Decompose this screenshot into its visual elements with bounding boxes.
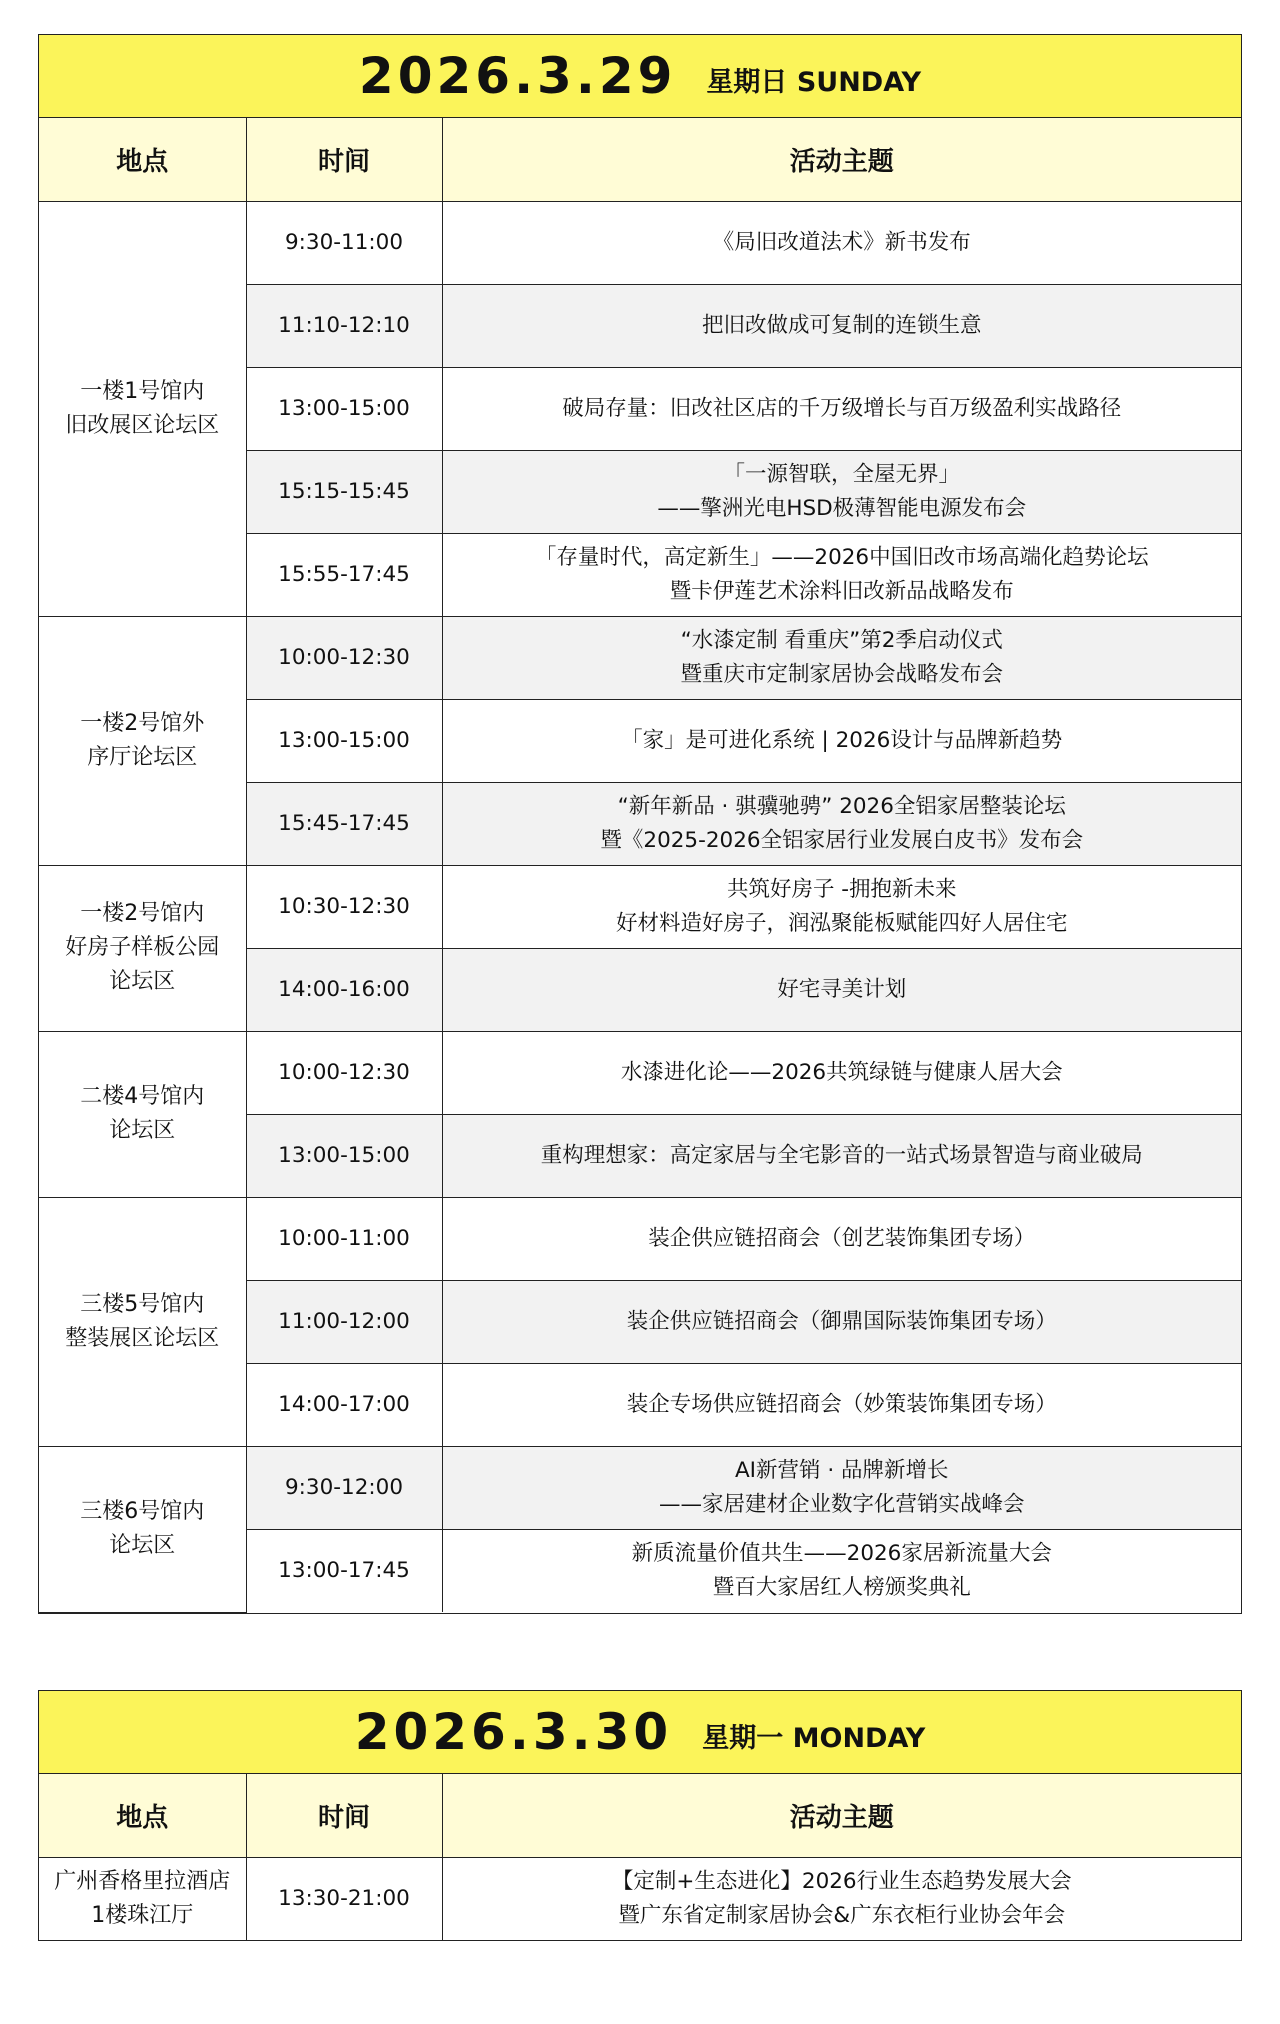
- topic-cell: [442, 948, 1241, 1031]
- topic-line: “新年新品 · 骐骥驰骋” 2026全铝家居整装论坛: [617, 793, 1066, 819]
- schedule-table: [39, 1774, 1241, 1940]
- location-cell: [39, 201, 246, 616]
- schedule-date: 2026.3.29: [358, 47, 677, 105]
- topic-line: ——擎洲光电HSD极薄智能电源发布会: [657, 495, 1027, 521]
- location-line: 论坛区: [109, 969, 176, 994]
- location-cell: [39, 1446, 246, 1612]
- topic-line: 暨重庆市定制家居协会战略发布会: [680, 661, 1003, 687]
- time-cell: 15:15-15:45: [246, 450, 442, 533]
- schedule-body: [39, 201, 1241, 1612]
- header-location: 地点: [39, 1774, 246, 1857]
- topic-cell: [442, 865, 1241, 948]
- schedule-table: [39, 118, 1241, 1613]
- location-line: 二楼4号馆内: [80, 1084, 205, 1109]
- topic-line: 装企供应链招商会（创艺装饰集团专场）: [648, 1225, 1036, 1251]
- topic-line: 重构理想家：高定家居与全宅影音的一站式场景智造与商业破局: [540, 1142, 1143, 1168]
- header-topic: 活动主题: [442, 1774, 1241, 1857]
- table-row: [39, 1446, 1241, 1529]
- schedule-weekday: 星期一 MONDAY: [702, 1722, 926, 1754]
- location-line: 三楼6号馆内: [80, 1499, 205, 1524]
- topic-cell: [442, 1114, 1241, 1197]
- date-title-bar: [39, 35, 1241, 118]
- topic-line: 「存量时代，高定新生」——2026中国旧改市场高端化趋势论坛: [534, 544, 1149, 570]
- location-line: 论坛区: [109, 1118, 176, 1143]
- topic-cell: [442, 782, 1241, 865]
- time-cell: 14:00-17:00: [246, 1363, 442, 1446]
- time-cell: 13:00-17:45: [246, 1529, 442, 1612]
- time-cell: 15:45-17:45: [246, 782, 442, 865]
- table-header-row: [39, 1774, 1241, 1857]
- topic-cell: [442, 1363, 1241, 1446]
- topic-cell: [442, 699, 1241, 782]
- schedule-body: [39, 1857, 1241, 1940]
- topic-cell: [442, 1446, 1241, 1529]
- time-cell: 11:10-12:10: [246, 284, 442, 367]
- time-cell: 13:00-15:00: [246, 699, 442, 782]
- date-title-bar: [39, 1691, 1241, 1774]
- topic-cell: [442, 1529, 1241, 1612]
- topic-line: 装企专场供应链招商会（妙策装饰集团专场）: [626, 1391, 1057, 1417]
- topic-line: 暨百大家居红人榜颁奖典礼: [712, 1574, 971, 1600]
- location-line: 广州香格里拉酒店: [54, 1868, 231, 1894]
- topic-cell: [442, 1031, 1241, 1114]
- time-cell: 9:30-12:00: [246, 1446, 442, 1529]
- topic-cell: [442, 1197, 1241, 1280]
- topic-line: “水漆定制 看重庆”第2季启动仪式: [680, 627, 1003, 653]
- time-cell: 13:30-21:00: [246, 1857, 442, 1940]
- location-cell: [39, 1197, 246, 1446]
- table-row: [39, 616, 1241, 699]
- header-time: 时间: [246, 118, 442, 201]
- location-cell: [39, 865, 246, 1031]
- time-cell: 13:00-15:00: [246, 1114, 442, 1197]
- table-row: [39, 1197, 1241, 1280]
- schedule-date: 2026.3.30: [354, 1703, 673, 1761]
- time-cell: 15:55-17:45: [246, 533, 442, 616]
- location-line: 序厅论坛区: [87, 744, 198, 770]
- location-line: 一楼2号馆外: [80, 710, 205, 736]
- schedule-weekday: 星期日 SUNDAY: [706, 66, 922, 98]
- time-cell: 10:00-12:30: [246, 616, 442, 699]
- topic-line: 「一源智联，全屋无界」: [723, 461, 960, 487]
- table-row: [39, 1031, 1241, 1114]
- topic-cell: [442, 1280, 1241, 1363]
- table-row: [39, 1857, 1241, 1940]
- topic-line: 暨卡伊莲艺术涂料旧改新品战略发布: [669, 578, 1014, 604]
- topic-cell: [442, 201, 1241, 284]
- location-cell: [39, 616, 246, 865]
- location-cell: [39, 1857, 246, 1940]
- schedule-day-1: [38, 1690, 1242, 1941]
- location-line: 论坛区: [109, 1533, 176, 1558]
- topic-line: ——家居建材企业数字化营销实战峰会: [658, 1491, 1025, 1517]
- topic-line: 装企供应链招商会（御鼎国际装饰集团专场）: [626, 1308, 1057, 1334]
- table-header-row: [39, 118, 1241, 201]
- time-cell: 10:00-12:30: [246, 1031, 442, 1114]
- header-location: 地点: [39, 118, 246, 201]
- location-line: 1楼珠江厅: [91, 1902, 194, 1928]
- topic-line: 【定制+生态进化】2026行业生态趋势发展大会: [611, 1868, 1072, 1894]
- topic-line: 共筑好房子 -拥抱新未来: [726, 876, 957, 902]
- time-cell: 11:00-12:00: [246, 1280, 442, 1363]
- topic-line: 「家」是可进化系统 | 2026设计与品牌新趋势: [621, 727, 1063, 753]
- schedule-day-0: [38, 34, 1242, 1614]
- topic-line: 暨广东省定制家居协会&广东衣柜行业协会年会: [618, 1902, 1066, 1928]
- topic-cell: [442, 616, 1241, 699]
- topic-line: 好材料造好房子，润泓聚能板赋能四好人居住宅: [615, 910, 1068, 936]
- location-line: 好房子样板公园: [65, 935, 220, 960]
- topic-cell: [442, 367, 1241, 450]
- location-line: 一楼1号馆内: [80, 378, 205, 404]
- table-row: [39, 201, 1241, 284]
- time-cell: 13:00-15:00: [246, 367, 442, 450]
- topic-cell: [442, 1857, 1241, 1940]
- time-cell: 9:30-11:00: [246, 201, 442, 284]
- topic-cell: [442, 284, 1241, 367]
- topic-line: 新质流量价值共生——2026家居新流量大会: [631, 1540, 1052, 1566]
- topic-line: 好宅寻美计划: [777, 976, 907, 1002]
- topic-line: AI新营销 · 品牌新增长: [734, 1457, 949, 1483]
- location-line: 整装展区论坛区: [65, 1325, 220, 1351]
- location-line: 一楼2号馆内: [80, 901, 205, 926]
- time-cell: 10:00-11:00: [246, 1197, 442, 1280]
- header-time: 时间: [246, 1774, 442, 1857]
- time-cell: 14:00-16:00: [246, 948, 442, 1031]
- time-cell: 10:30-12:30: [246, 865, 442, 948]
- topic-cell: [442, 533, 1241, 616]
- topic-line: 暨《2025-2026全铝家居行业发展白皮书》发布会: [600, 827, 1084, 853]
- topic-line: 把旧改做成可复制的连锁生意: [701, 312, 982, 338]
- header-topic: 活动主题: [442, 118, 1241, 201]
- topic-line: 水漆进化论——2026共筑绿链与健康人居大会: [620, 1059, 1063, 1085]
- topic-line: 《局旧改道法术》新书发布: [712, 229, 971, 255]
- topic-line: 破局存量：旧改社区店的千万级增长与百万级盈利实战路径: [562, 395, 1122, 421]
- topic-cell: [442, 450, 1241, 533]
- table-row: [39, 865, 1241, 948]
- location-cell: [39, 1031, 246, 1197]
- location-line: 旧改展区论坛区: [65, 412, 220, 438]
- location-line: 三楼5号馆内: [80, 1291, 205, 1317]
